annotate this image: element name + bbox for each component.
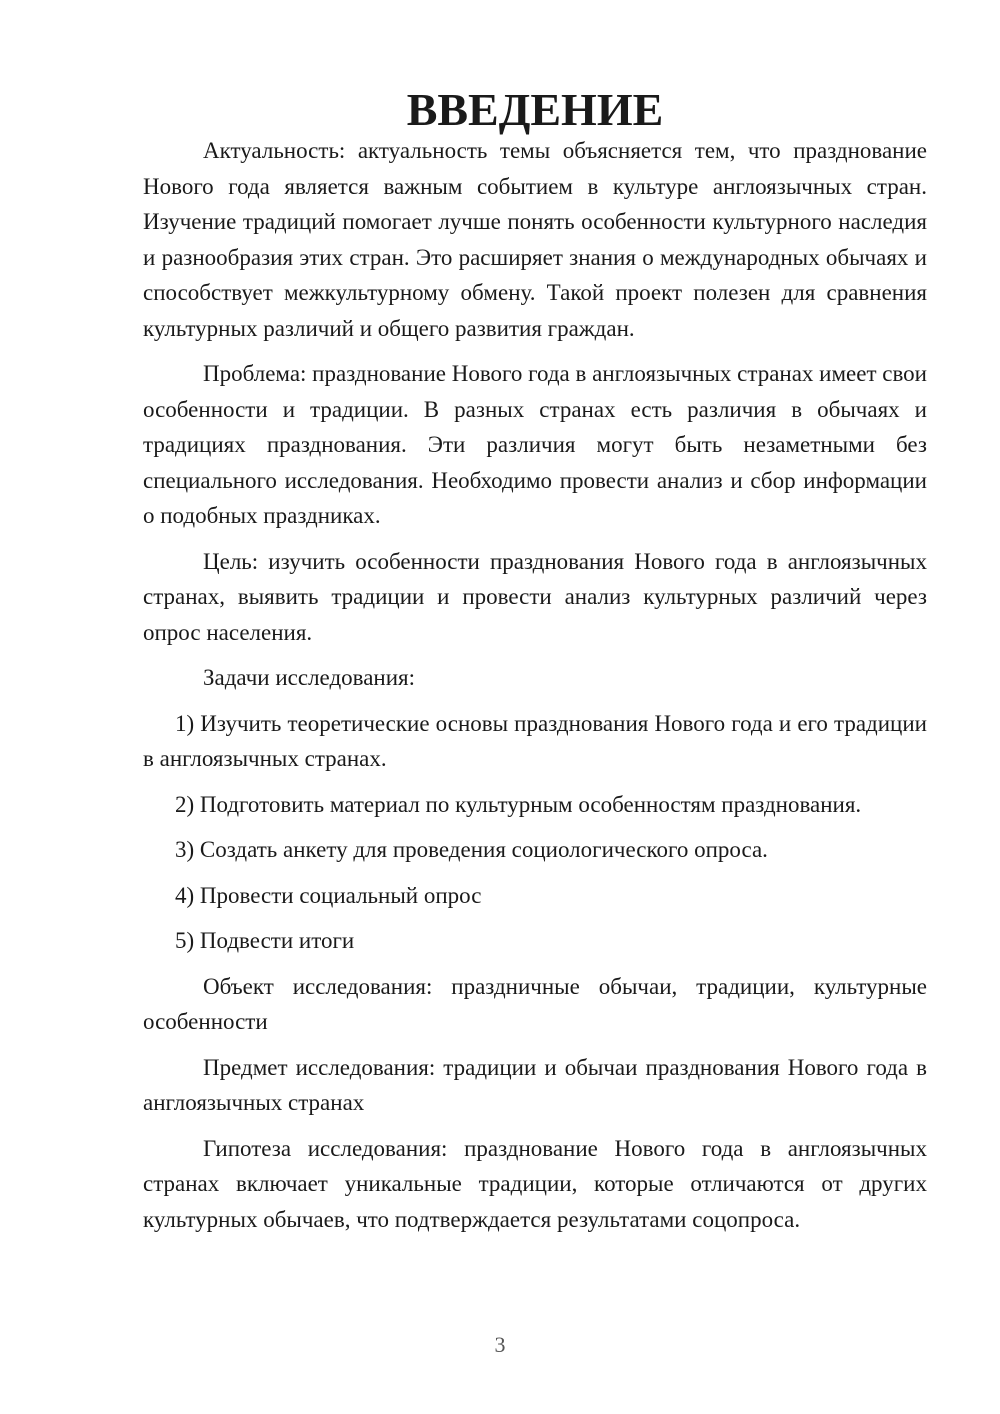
relevance-paragraph: Актуальность: актуальность темы объясняется тем, что празднование Нового года является важным событием в культуре англоязычных стран. Изучение традиций помогает лучше понять особенности культурного наследия и разнообразия этих стран. Это расширяет знания о международных обычаях и способствует межкультурному обмену. Такой проект полезен для сравнения культурных различий и общего развития граждан. (143, 138, 927, 341)
problem-paragraph: Проблема: празднование Нового года в англоязычных странах имеет свои особенности и традиции. В разных странах есть различия в обычаях и традициях празднования. Эти различия могут быть незаметными без специального исследования. Необходимо провести анализ и сбор информации о подобных праздниках. (143, 361, 927, 528)
page-content (143, 84, 927, 1247)
tasks-list (143, 706, 927, 959)
task-item: 4) Провести социальный опрос (175, 882, 482, 908)
task-item: 2) Подготовить материал по культурным особенностям празднования. (175, 791, 862, 817)
hypothesis-paragraph: Гипотеза исследования: празднование Нового года в англоязычных странах включает уникальные традиции, которые отличаются от других культурных обычаев, что подтверждается результатами соцопроса. (143, 1135, 927, 1232)
page-number: 3 (494, 1332, 506, 1357)
tasks-heading: Задачи исследования: (203, 665, 416, 690)
goal-paragraph: Цель: изучить особенности празднования Нового года в англоязычных странах, выявить традиции и провести анализ культурных различий через опрос населения. (143, 548, 927, 645)
task-item: 1) Изучить теоретические основы празднования Нового года и его традиции в англоязычных странах. (143, 710, 927, 771)
task-item: 5) Подвести итоги (175, 928, 355, 953)
object-paragraph: Объект исследования: праздничные обычаи, традиции, культурные особенности (143, 973, 927, 1034)
section-title: ВВЕДЕНИЕ (406, 84, 664, 135)
task-item: 3) Создать анкету для проведения социологического опроса. (175, 837, 768, 862)
subject-paragraph: Предмет исследования: традиции и обычаи празднования Нового года в англоязычных странах (143, 1054, 927, 1115)
